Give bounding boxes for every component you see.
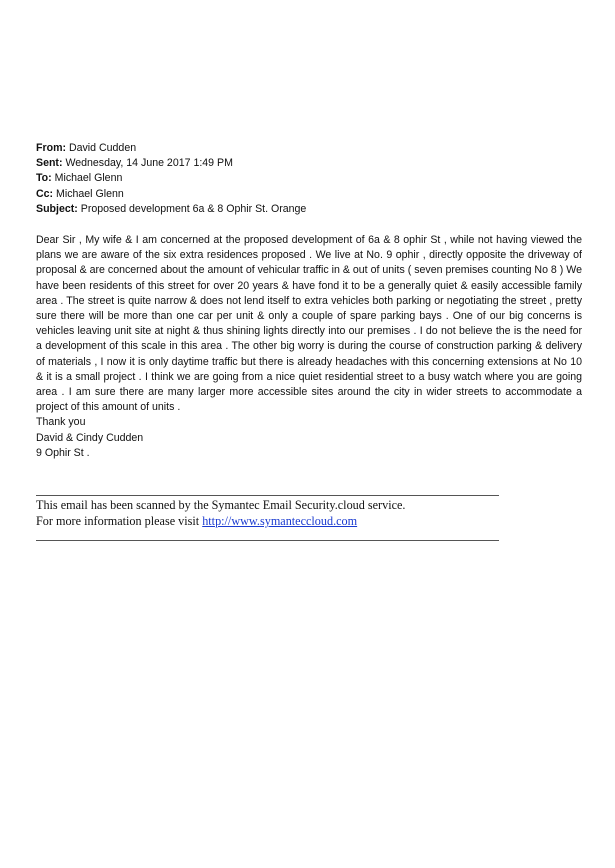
from-value: David Cudden <box>68 142 137 154</box>
sent-row <box>36 156 596 171</box>
cc-row <box>36 187 596 202</box>
closing-line: Thank you <box>36 416 86 429</box>
signature-name: David & Cindy Cudden <box>36 431 144 444</box>
to-value: Michael Glenn <box>54 172 123 185</box>
symantec-link[interactable]: http://www.symanteccloud.com <box>202 514 358 528</box>
security-footer <box>36 497 506 529</box>
to-label: To: <box>36 172 52 185</box>
footer-divider-top <box>36 495 499 496</box>
from-row <box>36 141 596 156</box>
scan-notice: This email has been scanned by the Symantec Email Security.cloud service. <box>36 498 406 512</box>
subject-row <box>36 202 596 217</box>
from-label: From: <box>36 142 67 154</box>
email-header-block <box>36 141 596 217</box>
signature-address: 9 Ophir St . <box>36 446 90 459</box>
body-paragraph: Dear Sir , My wife & I am concerned at the proposed development of 6a & 8 ophir St , while not having viewed the plans we are aware of the six extra residences proposed . We live at No. 9 ophir , directly opposite the driveway of proposal & are concerned about the amount of vehicular traffic in & out of units ( seven premises counting No 8 ) We have been residents of this street for over 20 years & have fond it to be a generally quiet & easily accessible family area . The street is quite narrow & does not lend itself to extra vehicles both parking or negotiating the street , pretty sure there will be more than one car per unit & only a couple of spare parking bays . One of our big concerns is vehicles leaving unit site at night & thus shining lights directly into our premises . I do not believe the is the need for a development of this scale in this area . The other big worry is during the course of construction parking & delivery of materials , I now it is only daytime traffic but there is already headaches with this concerning extensions at No 10 & it is a small project . I think we are going from a nice quiet residential street to a busy watch where you are going area . I am sure there are many larger more accessible sites around the city in wider streets to accommodate a project of this amount of units . <box>36 234 582 414</box>
sent-value: Wednesday, 14 June 2017 1:49 PM <box>65 157 233 170</box>
cc-label: Cc: <box>36 187 54 200</box>
sent-label: Sent: <box>36 157 63 170</box>
email-body <box>36 233 582 461</box>
cc-value: Michael Glenn <box>56 187 124 200</box>
info-prefix: For more information please visit <box>36 514 200 528</box>
footer-divider-bottom <box>36 540 499 541</box>
to-row <box>36 171 596 186</box>
info-line <box>36 513 506 529</box>
subject-label: Subject: <box>36 202 78 215</box>
subject-value: Proposed development 6a & 8 Ophir St. Orange <box>80 202 307 215</box>
